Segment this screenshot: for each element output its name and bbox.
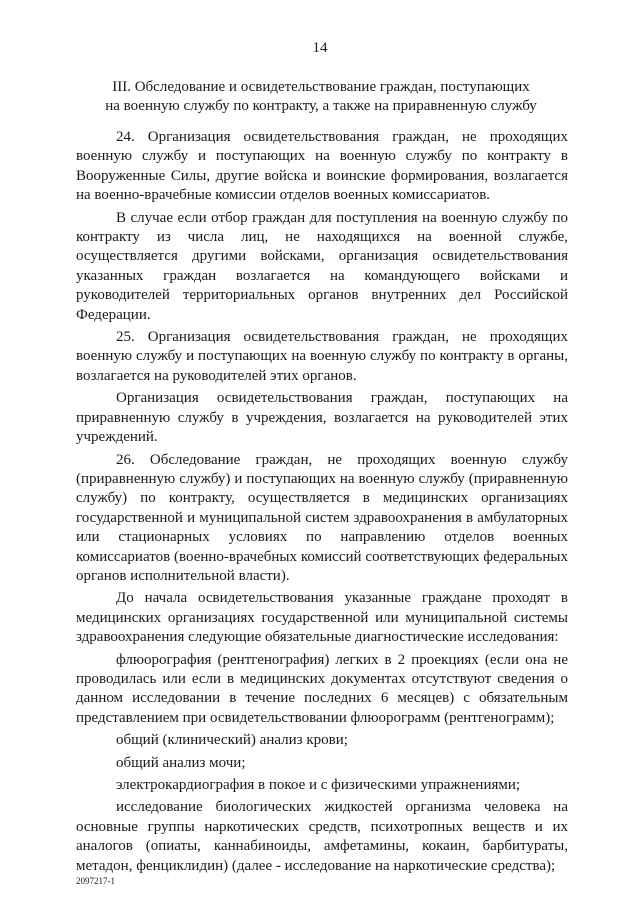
section-title-line-2: на военную службу по контракту, а также на приравненную службу [105,98,537,114]
paragraph-24: 24. Организация освидетельствования граждан, не проходящих военную службу и поступающих на военную службу по контракту в Вооруженные Силы, другие войска и воинские формирования, возлагается на военно-врачебные комиссии отделов военных комиссариатов. [76,129,568,204]
paragraph-24-other-troops: В случае если отбор граждан для поступления на военную службу по контракту из числа лиц, не находящихся на военной службе, осуществляется другими войсками, организация освидетельствования указанных граждан возлагается на командующего войсками и руководителей территориальных органов внутренних дел Российской Федерации. [76,209,568,323]
document-code: 2097217-1 [76,876,115,886]
list-item-drug-test: исследование биологических жидкостей организма человека на основные группы наркотических средств, психотропных веществ и их аналогов (опиаты, каннабиноиды, амфетамины, кокаин, барбитураты, метадон, фенциклидин) (далее - исследование на наркотические средства); [76,799,568,874]
paragraph-26: 26. Обследование граждан, не проходящих военную службу (приравненную службу) и поступающих на военную службу (приравненную службу) по контракту, осуществляется в медицинских организациях государственной и муниципальной систем здравоохранения в амбулаторных или стационарных условиях по направлению отделов военных комиссариатов (военно-врачебных комиссий соответствующих федеральных органов исполнительной власти). [76,451,568,584]
list-item-fluorography: флюорография (рентгенография) легких в 2 проекциях (если она не проводилась или если в медицинских документах отсутствуют сведения о данном исследовании в течение последних 6 месяцев) с обязательным представлением при освидетельствовании флюорограмм (рентгенограмм); [76,651,568,726]
paragraph-26-diagnostics-intro: До начала освидетельствования указанные граждане проходят в медицинских организациях государственной или муниципальной системы здравоохранения следующие обязательные диагностические исследования: [76,590,568,646]
paragraph-25-equivalent-service: Организация освидетельствования граждан, поступающих на приравненную службу в учреждения, возлагается на руководителей этих учреждений. [76,390,568,446]
section-title [88,78,554,116]
paragraph-25: 25. Организация освидетельствования граждан, не проходящих военную службу и поступающих на военную службу по контракту в органы, возлагается на руководителей этих органов. [76,329,568,384]
page-number: 14 [312,40,328,56]
list-item-blood-test: общий (клинический) анализ крови; [116,732,348,749]
list-item-urine-test: общий анализ мочи; [116,754,246,771]
document-body [76,128,568,879]
section-title-line-1: III. Обследование и освидетельствование граждан, поступающих [112,79,530,95]
list-item-ecg: электрокардиография в покое и с физическими упражнениями; [116,777,521,793]
